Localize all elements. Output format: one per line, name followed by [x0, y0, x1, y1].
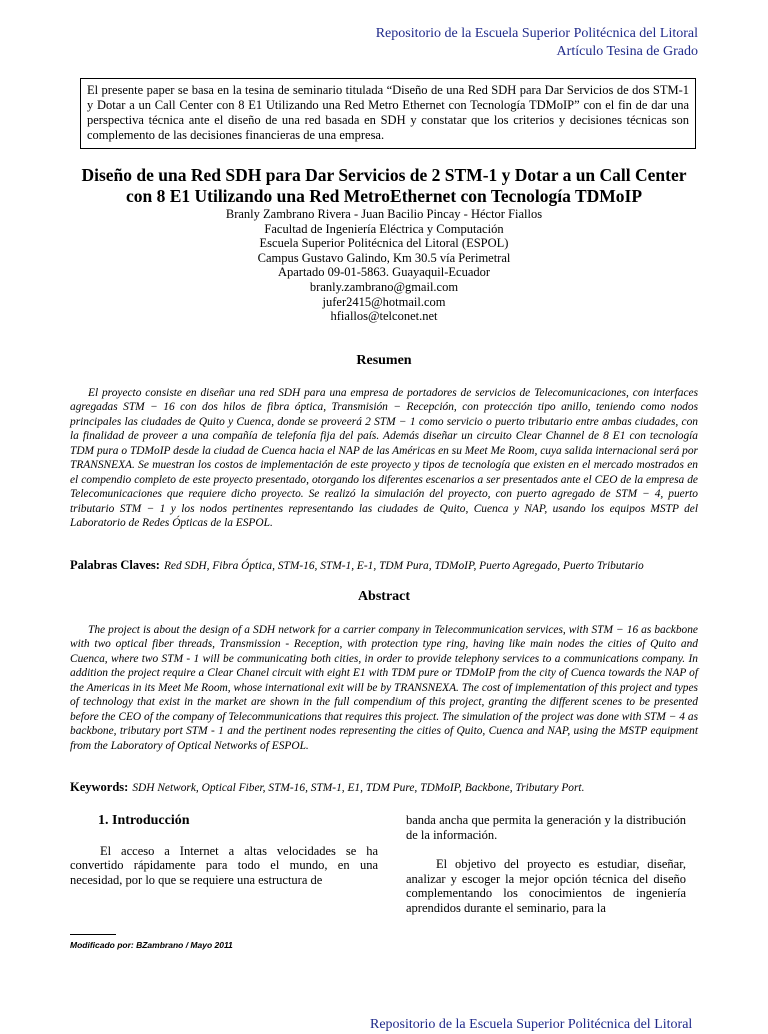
palabras-claves-text: Red SDH, Fibra Óptica, STM-16, STM-1, E-1, TDM Pura, TDMoIP, Puerto Agregado, Puerto Tributario [163, 560, 644, 572]
author-campus: Campus Gustavo Galindo, Km 30.5 vía Perimetral [257, 250, 511, 265]
author-email[interactable]: branly.zambrano@gmail.com [309, 279, 459, 294]
repository-header [376, 25, 698, 61]
article-type: Artículo Tesina de Grado [556, 44, 698, 59]
abstract-body [70, 623, 698, 753]
palabras-claves-line [70, 558, 710, 573]
keywords-line [70, 780, 710, 795]
author-email[interactable]: hfiallos@telconet.net [330, 309, 438, 324]
resumen-heading: Resumen [356, 353, 412, 368]
right-column [406, 813, 686, 916]
intro-paragraph-1-cont: banda ancha que permita la generación y la distribución de la información. [406, 813, 686, 842]
intro-paragraph-1: El acceso a Internet a altas velocidades se ha convertido rápidamente para todo el mundo, en una necesidad, por lo que se requiere una estructura de [70, 843, 378, 887]
palabras-claves-label: Palabras Claves: [70, 558, 160, 572]
author-school: Escuela Superior Politécnica del Litoral (ESPOL) [259, 236, 509, 251]
abstract-heading: Abstract [357, 589, 411, 604]
author-block [100, 207, 668, 324]
title-line-1: Diseño de una Red SDH para Dar Servicios de 2 STM-1 y Dotar a un Call Center [81, 165, 687, 185]
intro-paragraph-2: El objetivo del proyecto es estudiar, diseñar, analizar y escoger la mejor opción técnica del diseño complementando los conocimientos de ingeniería aprendidos durante el seminario, para la [406, 857, 686, 915]
keywords-label: Keywords: [70, 780, 129, 794]
author-faculty: Facultad de Ingeniería Eléctrica y Computación [264, 221, 504, 236]
author-names: Branly Zambrano Rivera - Juan Bacilio Pincay - Héctor Fiallos [225, 207, 543, 221]
abstract-text: The project is about the design of a SDH network for a carrier company in Telecommunication services, with STM − 16 as backbone with two optical fiber threads, Transmission - Reception, with protection type ring, having like main nodes the cities of Quito and Cuenca, where two STM - 1 will be communicating both cities, in order to provide telephony services to a communications company. In addition the project require a Clear Chanel circuit with eight E1 with TDM pure or TDMoIP from the city of Cuenca towards the NAP of the Americas in its Meet Me Room, whose international exit will be by TRANSNEXA. The cost of implementation of this project and types of technology that exist in the market are shown in the full compendium of this project, granting the different scenes to be presented before the CEO of the company of Telecommunications that requires this project. The simulation of the project was done with STM − 4 as backbone, tributary port STM - 1 and the pertinent nodes representing the cities of Quito, Cuenca and NAP, using the MSTP equipment from the Laboratory of Optical Networks of ESPOL. [70, 624, 698, 752]
paper-title [40, 165, 728, 207]
author-address: Apartado 09-01-5863. Guayaquil-Ecuador [277, 265, 491, 280]
intro-heading: 1. Introducción [98, 813, 190, 828]
title-line-2: con 8 E1 Utilizando una Red MetroEthernet con Tecnología TDMoIP [125, 186, 643, 206]
footnote: Modificado por: BZambrano / Mayo 2011 [70, 940, 233, 950]
footnote-rule [70, 934, 116, 935]
left-column [70, 814, 378, 887]
repository-name: Repositorio de la Escuela Superior Politécnica del Litoral [375, 26, 698, 41]
next-page-header: Repositorio de la Escuela Superior Politécnica del Litoral [370, 1017, 693, 1032]
thesis-note-box [80, 78, 696, 149]
resumen-body [70, 386, 698, 531]
author-email[interactable]: jufer2415@hotmail.com [322, 294, 446, 309]
keywords-text: SDH Network, Optical Fiber, STM-16, STM-1, E1, TDM Pure, TDMoIP, Backbone, Tributary Port. [132, 782, 585, 794]
resumen-text: El proyecto consiste en diseñar una red SDH para una empresa de portadores de servicios de Telecomunicaciones, con interfaces agregadas STM − 16 con dos hilos de fibra óptica, Transmisión − Recepción, con protección tipo anillo, teniendo como nodos principales las ciudades de Quito y Cuenca, donde se proveerá 2 STM − 1 como servicio o puerto tributario entre ambas ciudades, con la finalidad de proveer a una compañía de telefonía fija del país. Además diseñar un circuito Clear Channel de 8 E1 con tecnología TDM pura o TDMoIP desde la ciudad de Cuenca hacia el NAP de las Américas en su Meet Me Room, cuya salida internacional será por TRANSNEXA. Se muestran los costos de implementación de este proyecto y tipos de tecnología que existen en el mercado mostrados en el compendio completo de este proyecto presentado, otorgando los diferentes escenarios a ser presentados ante el CEO de la empresa de Telecomunicaciones que requiere dicho proyecto. Se realizó la simulación del proyecto, con puerto agregado de STM − 4, puerto tributario STM − 1 y los nodos pertinentes representando las ciudades de Quito, Cuenca y NAP, usando los equipos MSTP del Laboratorio de Redes Ópticas de la ESPOL. [70, 387, 698, 530]
thesis-note-text: El presente paper se basa en la tesina de seminario titulada “Diseño de una Red SDH para Dar Servicios de dos STM-1 y Dotar a un Call Center con 8 E1 Utilizando una Red Metro Ethernet con Tecnología TDMoIP” con el fin de dar una perspectiva técnica ante el diseño de una red basada en SDH y constatar que los criterios y decisiones técnicas son complemento de las decisiones financieras de una empresa. [87, 83, 689, 142]
